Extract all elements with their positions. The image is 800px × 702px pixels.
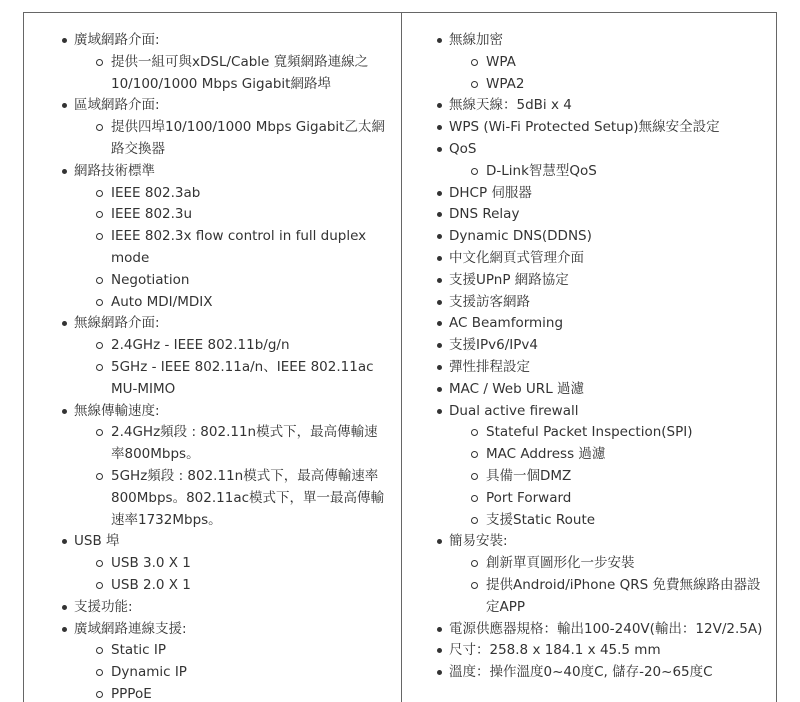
spec-item: [436, 292, 770, 314]
spec-sublist: [436, 52, 770, 96]
spec-item-label: 電源供應器規格：輸出100-240V(輸出：12V/2.5A): [449, 620, 763, 637]
spec-subitem: USB 2.0 X 1: [61, 575, 391, 597]
spec-item-label: 網路技術標準: [74, 162, 155, 179]
spec-subitem: Static IP: [61, 640, 391, 662]
spec-item: [61, 161, 391, 183]
spec-item-label: 溫度：操作溫度0~40度C, 儲存-20~65度C: [449, 664, 713, 681]
spec-subitem: WPA: [436, 52, 770, 74]
spec-column-right: [401, 12, 777, 702]
spec-item-label: Dynamic DNS(DDNS): [449, 228, 592, 245]
spec-item: [436, 335, 770, 357]
spec-item-label: 廣域網路連線支援:: [74, 620, 187, 637]
spec-item: [436, 640, 770, 662]
spec-subitem: Stateful Packet Inspection(SPI): [436, 422, 770, 444]
spec-sublist: [61, 335, 391, 400]
spec-sublist: [61, 422, 391, 531]
spec-item: [436, 531, 770, 553]
spec-item: [61, 597, 391, 619]
spec-item: [436, 248, 770, 270]
spec-item: [436, 357, 770, 379]
spec-subitem: Negotiation: [61, 270, 391, 292]
spec-column-left: [23, 12, 401, 702]
spec-item-label: 支援UPnP 網路協定: [449, 271, 569, 288]
spec-subitem: PPPoE: [61, 684, 391, 702]
spec-sublist: [61, 117, 391, 161]
spec-subitem: MAC Address 過濾: [436, 444, 770, 466]
spec-item-label: 無線傳輸速度:: [74, 402, 160, 419]
spec-subitem: 2.4GHz - IEEE 802.11b/g/n: [61, 335, 391, 357]
spec-item: [436, 30, 770, 52]
spec-subitem: 提供四埠10/100/1000 Mbps Gigabit乙太網路交換器: [61, 117, 391, 161]
spec-subitem: IEEE 802.3u: [61, 204, 391, 226]
spec-subitem: Dynamic IP: [61, 662, 391, 684]
spec-list-left: [61, 30, 391, 702]
spec-item-label: 支援功能:: [74, 598, 133, 615]
spec-subitem: IEEE 802.3ab: [61, 183, 391, 205]
spec-item: [61, 619, 391, 641]
spec-sublist: [436, 553, 770, 618]
spec-subitem: Port Forward: [436, 488, 770, 510]
spec-item: [61, 30, 391, 52]
spec-item-label: 無線網路介面:: [74, 315, 160, 332]
spec-item: [436, 379, 770, 401]
spec-item: [61, 313, 391, 335]
spec-item: [436, 662, 770, 684]
spec-item-label: Dual active firewall: [449, 402, 579, 419]
spec-subitem: 提供Android/iPhone QRS 免費無線路由器設定APP: [436, 575, 770, 619]
spec-item: [61, 401, 391, 423]
spec-sublist: [436, 422, 770, 531]
spec-item: [436, 204, 770, 226]
spec-sublist: [436, 161, 770, 183]
spec-item: [436, 619, 770, 641]
spec-item-label: DNS Relay: [449, 206, 520, 223]
spec-item-label: DHCP 伺服器: [449, 184, 532, 201]
spec-sublist: [61, 52, 391, 96]
spec-item-label: 彈性排程設定: [449, 358, 530, 375]
spec-subitem: USB 3.0 X 1: [61, 553, 391, 575]
spec-subitem: D-Link智慧型QoS: [436, 161, 770, 183]
spec-item-label: AC Beamforming: [449, 315, 564, 332]
spec-subitem: WPA2: [436, 74, 770, 96]
spec-item-label: 廣域網路介面:: [74, 32, 160, 48]
spec-item: [436, 270, 770, 292]
spec-item-label: 簡易安裝:: [449, 533, 508, 550]
spec-item-label: 支援訪客網路: [449, 293, 530, 310]
spec-sublist: [61, 553, 391, 597]
spec-subitem: 提供一組可與xDSL/Cable 寬頻網路連線之10/100/1000 Mbps Gigabit網路埠: [61, 52, 391, 96]
spec-list-right: [436, 30, 770, 684]
spec-subitem: 具備一個DMZ: [436, 466, 770, 488]
spec-item: [436, 313, 770, 335]
spec-sublist: [61, 640, 391, 702]
spec-item: [61, 531, 391, 553]
spec-item: [436, 401, 770, 423]
spec-item-label: WPS (Wi-Fi Protected Setup)無線安全設定: [449, 119, 720, 136]
spec-item: [436, 139, 770, 161]
spec-item-label: 支援IPv6/IPv4: [449, 337, 538, 354]
spec-subitem: 支援Static Route: [436, 510, 770, 532]
spec-item: [436, 95, 770, 117]
spec-sublist: [61, 183, 391, 314]
spec-subitem: Auto MDI/MDIX: [61, 292, 391, 314]
spec-item-label: 無線加密: [449, 32, 503, 48]
spec-subitem: 5GHz - IEEE 802.11a/n、IEEE 802.11ac MU-MIMO: [61, 357, 391, 401]
spec-item-label: MAC / Web URL 過濾: [449, 380, 584, 397]
spec-subitem: 創新單頁圖形化一步安裝: [436, 553, 770, 575]
spec-item-label: 無線天線：5dBi x 4: [449, 97, 572, 114]
spec-item: [61, 95, 391, 117]
spec-item-label: 區域網路介面:: [74, 97, 160, 114]
spec-subitem: IEEE 802.3x flow control in full duplex mode: [61, 226, 391, 270]
spec-subitem: 5GHz頻段 : 802.11n模式下，最高傳輸速率800Mbps。802.11ac模式下，單一最高傳輸速率1732Mbps。: [61, 466, 391, 531]
spec-item-label: 中文化網頁式管理介面: [449, 249, 584, 266]
spec-item: [436, 183, 770, 205]
spec-item: [436, 226, 770, 248]
spec-subitem: 2.4GHz頻段 : 802.11n模式下，最高傳輸速率800Mbps。: [61, 422, 391, 466]
spec-item-label: USB 埠: [74, 533, 120, 550]
spec-item-label: 尺寸：258.8 x 184.1 x 45.5 mm: [449, 642, 661, 659]
spec-item: [436, 117, 770, 139]
spec-item-label: QoS: [449, 140, 477, 157]
